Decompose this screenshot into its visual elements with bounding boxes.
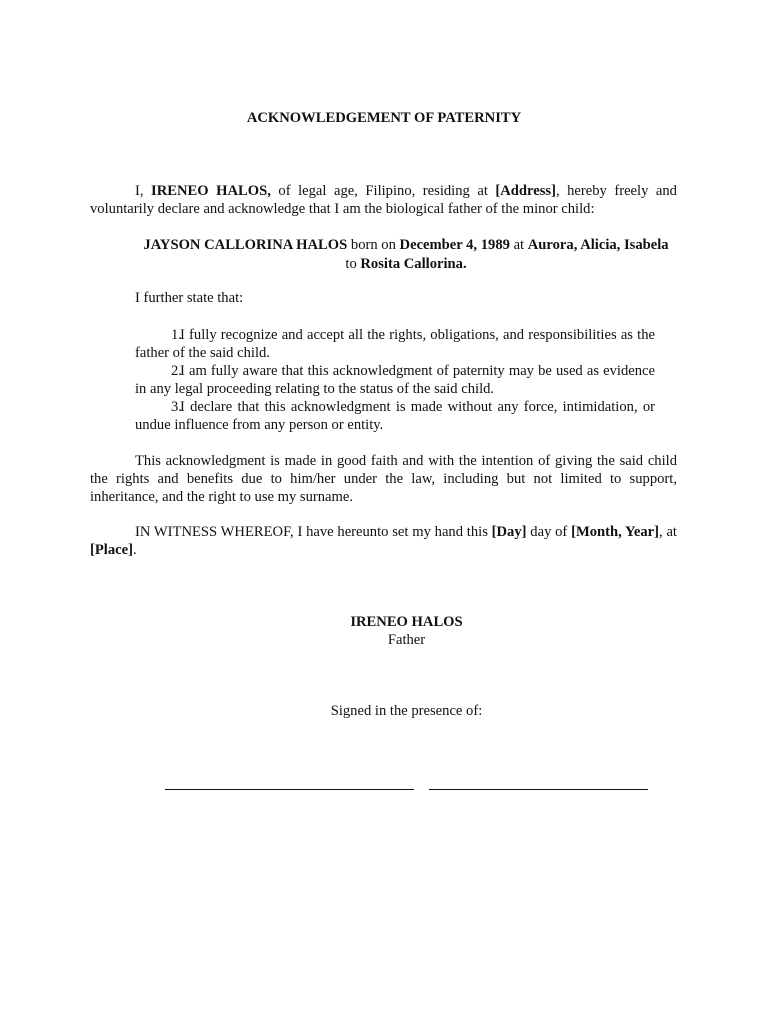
signatory-name-text: IRENEO HALOS	[350, 614, 463, 630]
at-label: at	[509, 237, 528, 253]
witness-at-label: , at	[659, 524, 677, 540]
document-title: ACKNOWLEDGEMENT OF PATERNITY	[246, 110, 522, 126]
child-details	[90, 236, 722, 274]
statement-list	[135, 326, 655, 434]
list-item-number: 3.	[171, 399, 182, 415]
list-item-text: I fully recognize and accept all the rights, obligations, and responsibilities as the father of the said child.	[135, 327, 655, 361]
witness-signature-line-2	[429, 789, 648, 790]
declaration-rest: , hereby freely and voluntarily declare and acknowledge that I am the biological father of the minor child:	[90, 183, 677, 217]
further-statement: I further state that:	[135, 290, 244, 306]
list-item-text: I am fully aware that this acknowledgment of paternity may be used as evidence in any legal proceeding relating to the status of the said child.	[135, 363, 655, 397]
child-details-line-1	[90, 236, 722, 255]
presence-label: Signed in the presence of:	[330, 703, 483, 719]
signatory-name	[298, 613, 515, 631]
list-item	[135, 398, 655, 434]
declarant-name: IRENEO HALOS,	[151, 183, 271, 199]
to-label: to	[345, 256, 361, 272]
day-of-label: day of	[526, 524, 572, 540]
day-placeholder: [Day]	[491, 524, 527, 540]
declaration-middle: of legal age, Filipino, residing at	[270, 183, 496, 199]
declaration-paragraph	[90, 182, 677, 218]
signatory-role: Father	[387, 632, 426, 648]
witness-paragraph	[90, 523, 677, 559]
born-on-label: born on	[347, 237, 400, 253]
signature-block	[298, 613, 515, 649]
birth-date: December 4, 1989	[399, 237, 510, 253]
place-placeholder: [Place]	[90, 542, 133, 558]
mother-name: Rosita Callorina.	[360, 256, 467, 272]
witness-intro: IN WITNESS WHEREOF, I have hereunto set my hand this	[135, 524, 492, 540]
witness-end: .	[132, 542, 137, 558]
witness-signature-line-1	[165, 789, 414, 790]
list-item	[135, 362, 655, 398]
child-name: JAYSON CALLORINA HALOS	[143, 237, 348, 253]
child-details-line-2	[90, 255, 722, 274]
address-placeholder: [Address]	[495, 183, 556, 199]
declaration-intro: I,	[135, 183, 152, 199]
birth-place: Aurora, Alicia, Isabela	[527, 237, 669, 253]
month-year-placeholder: [Month, Year]	[571, 524, 660, 540]
list-item-text: I declare that this acknowledgment is made without any force, intimidation, or undue influence from any person or entity.	[135, 399, 655, 433]
list-item-number: 1.	[171, 327, 182, 343]
list-item-number: 2.	[171, 363, 182, 379]
list-item	[135, 326, 655, 362]
good-faith-paragraph: This acknowledgment is made in good faith and with the intention of giving the said child the rights and benefits due to him/her under the law, including but not limited to support, inheritance, and the right to use my surname.	[90, 453, 677, 505]
